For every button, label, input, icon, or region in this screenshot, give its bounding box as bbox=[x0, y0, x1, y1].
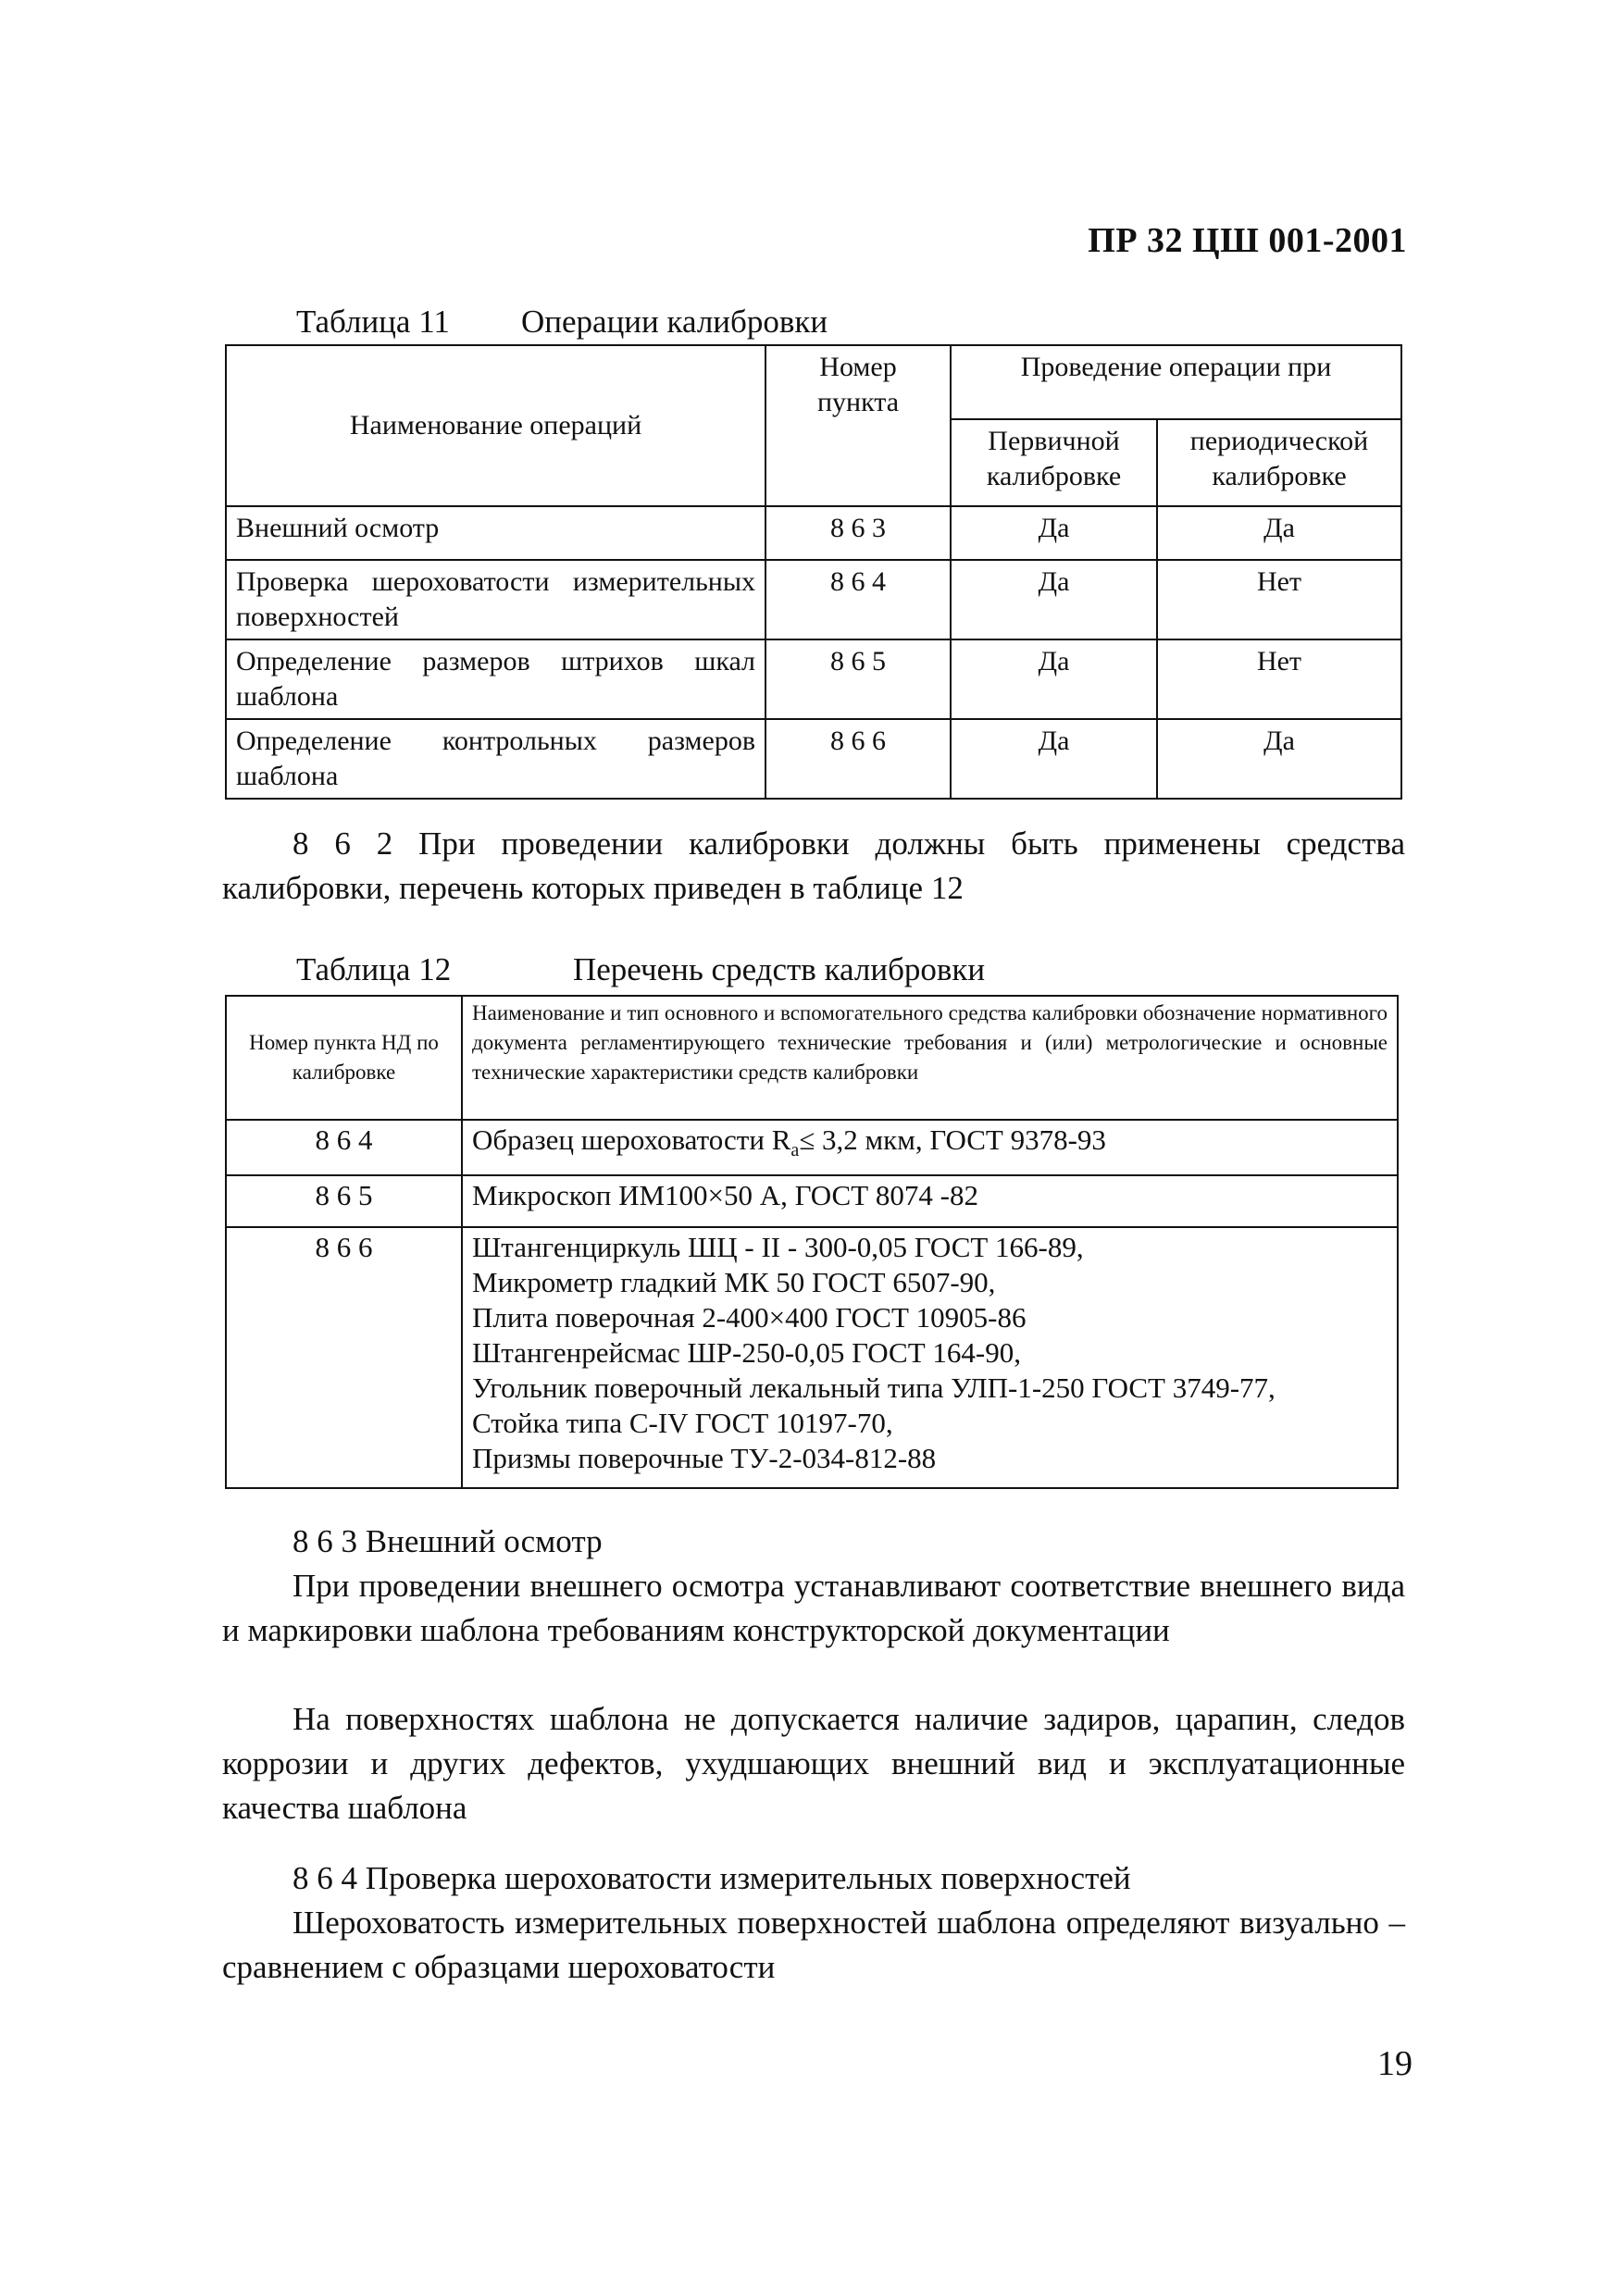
paragraph-862: 8 6 2 При проведении калибровки должны быть применены средства калибровки, перечень которых приведен в таблице 12 bbox=[222, 825, 1405, 906]
instrument-line: Микроскоп ИМ100×50 А, ГОСТ 8074 -82 bbox=[462, 1175, 1398, 1227]
col-header-periodic: периодической калибровке bbox=[1157, 419, 1401, 506]
col-header-description: Наименование и тип основного и вспомогательного средства калибровки обозначение нормативного документа регламентирующего технические требования и (или) метрологические и основные технические характеристики средств калибровки bbox=[462, 996, 1398, 1120]
operation-name: Определение размеров штрихов шкал шаблона bbox=[226, 639, 765, 719]
table12-caption-number: Таблица 12 bbox=[296, 951, 452, 987]
instrument-suffix: ≤ 3,2 мкм, ГОСТ 9378-93 bbox=[799, 1123, 1106, 1156]
section-863-paragraph-1: При проведении внешнего осмотра устанавливают соответствие внешнего вида и маркировки шаблона требованиям конструкторской документации bbox=[222, 1568, 1405, 1648]
item-number: 8 6 5 bbox=[226, 1175, 462, 1227]
primary-value: Да bbox=[951, 639, 1157, 719]
section-864-paragraph-1: Шероховатость измерительных поверхностей шаблона определяют визуально – сравнением с образцами шероховатости bbox=[222, 1905, 1405, 1985]
table-row bbox=[226, 1227, 1398, 1488]
operation-name: Проверка шероховатости измерительных поверхностей bbox=[226, 560, 765, 639]
col-header-conduct: Проведение операции при bbox=[951, 345, 1401, 419]
section-864-heading: 8 6 4 Проверка шероховатости измерительных поверхностей bbox=[292, 1860, 1131, 1896]
instrument-line bbox=[462, 1120, 1398, 1175]
table-row bbox=[226, 719, 1401, 799]
roughness-subscript: a bbox=[790, 1140, 800, 1161]
table-row bbox=[226, 639, 1401, 719]
instrument-line: Микрометр гладкий МК 50 ГОСТ 6507-90, bbox=[472, 1266, 996, 1298]
instrument-line: Стойка типа С-IV ГОСТ 10197-70, bbox=[472, 1407, 893, 1439]
item-number: 8 6 3 bbox=[765, 506, 951, 560]
item-number: 8 6 4 bbox=[765, 560, 951, 639]
page-number: 19 bbox=[1377, 2044, 1413, 2083]
item-number: 8 6 6 bbox=[226, 1227, 462, 1488]
roughness-symbol: R bbox=[771, 1123, 791, 1156]
col-header-item-number: Номер пункта bbox=[765, 345, 951, 506]
table-row bbox=[226, 1120, 1398, 1175]
periodic-value: Нет bbox=[1157, 639, 1401, 719]
table-row bbox=[226, 1175, 1398, 1227]
table-11 bbox=[225, 344, 1402, 800]
table-row bbox=[226, 506, 1401, 560]
primary-value: Да bbox=[951, 560, 1157, 639]
item-number: 8 6 5 bbox=[765, 639, 951, 719]
col-header-operation-name: Наименование операций bbox=[226, 345, 765, 506]
table-12 bbox=[225, 995, 1399, 1489]
instrument-line: Плита поверочная 2-400×400 ГОСТ 10905-86 bbox=[472, 1301, 1027, 1334]
operation-name: Определение контрольных размеров шаблона bbox=[226, 719, 765, 799]
table-row bbox=[226, 560, 1401, 639]
instrument-line: Штангенциркуль ШЦ - II - 300-0,05 ГОСТ 166-89, bbox=[472, 1231, 1084, 1263]
periodic-value: Да bbox=[1157, 506, 1401, 560]
primary-value: Да bbox=[951, 506, 1157, 560]
item-number: 8 6 4 bbox=[226, 1120, 462, 1175]
table11-caption-title: Операции калибровки bbox=[521, 304, 828, 340]
primary-value: Да bbox=[951, 719, 1157, 799]
item-number: 8 6 6 bbox=[765, 719, 951, 799]
table11-caption-number: Таблица 11 bbox=[296, 304, 450, 340]
periodic-value: Да bbox=[1157, 719, 1401, 799]
document-code: ПР 32 ЦШ 001-2001 bbox=[1088, 221, 1407, 260]
section-863-heading: 8 6 3 Внешний осмотр bbox=[292, 1523, 603, 1559]
instrument-line: Штангенрейсмас ШР-250-0,05 ГОСТ 164-90, bbox=[472, 1336, 1021, 1369]
operation-name: Внешний осмотр bbox=[226, 506, 765, 560]
instrument-line: Призмы поверочные ТУ-2-034-812-88 bbox=[472, 1442, 937, 1474]
section-863-paragraph-2: На поверхностях шаблона не допускается наличие задиров, царапин, следов коррозии и других дефектов, ухудшающих внешний вид и эксплуатационные качества шаблона bbox=[222, 1701, 1405, 1826]
instrument-prefix: Образец шероховатости bbox=[472, 1123, 765, 1156]
col-header-primary: Первичной калибровке bbox=[951, 419, 1157, 506]
periodic-value: Нет bbox=[1157, 560, 1401, 639]
table12-caption-title: Перечень средств калибровки bbox=[573, 951, 986, 987]
instrument-list bbox=[462, 1227, 1398, 1488]
instrument-line: Угольник поверочный лекальный типа УЛП-1-250 ГОСТ 3749-77, bbox=[472, 1371, 1276, 1404]
col-header-item-number: Номер пункта НД по калибровке bbox=[226, 996, 462, 1120]
